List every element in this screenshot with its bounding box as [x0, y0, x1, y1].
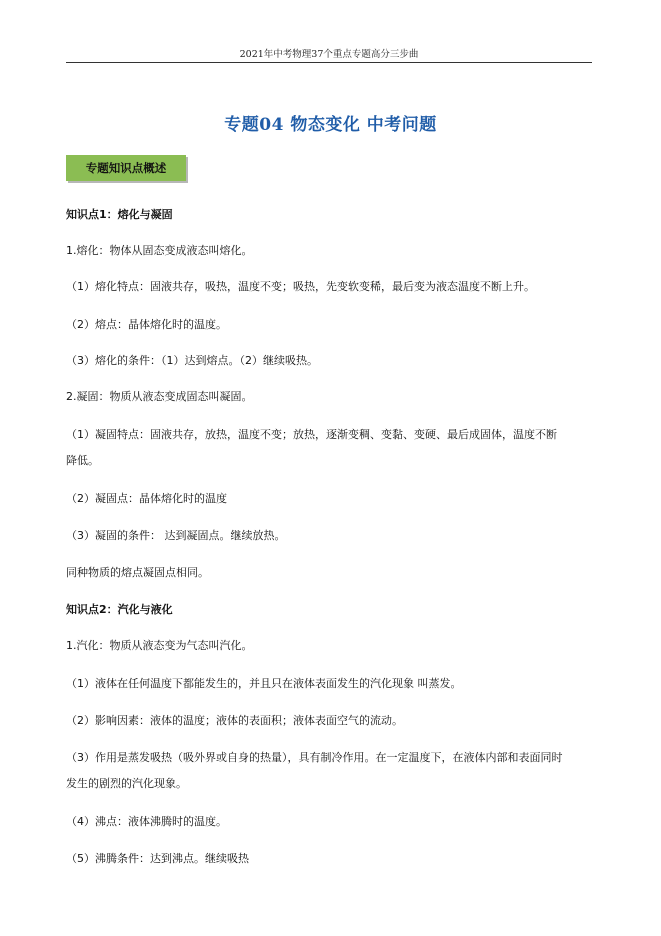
paragraph-evaporation-effect: （3）作用是蒸发吸热（吸外界或自身的热量），具有制冷作用。在一定温度下，在液体内部和表面同时 [66, 751, 563, 764]
paragraph-vaporization-definition: 1.汽化：物质从液态变为气态叫汽化。 [66, 639, 253, 652]
paragraph-boiling-point: （4）沸点：液体沸腾时的温度。 [66, 815, 227, 828]
knowledge-point-2-heading: 知识点2：汽化与液化 [66, 603, 173, 616]
document-title: 专题04 物态变化 中考问题 [224, 115, 437, 135]
header-divider [66, 62, 592, 63]
paragraph-same-substance-note: 同种物质的熔点凝固点相同。 [66, 566, 209, 579]
page-header: 2021年中考物理37个重点专题高分三步曲 [239, 49, 419, 60]
paragraph-melting-point: （2）熔点：晶体熔化时的温度。 [66, 318, 227, 331]
paragraph-evaporation: （1）液体在任何温度下都能发生的，并且只在液体表面发生的汽化现象 叫蒸发。 [66, 677, 462, 690]
paragraph-solidification-features: （1）凝固特点：固液共存，放热，温度不变；放热，逐渐变稠、变黏、变硬、最后成固体，温度不断 [66, 428, 557, 441]
paragraph-melting-definition: 1.熔化：物体从固态变成液态叫熔化。 [66, 244, 253, 257]
paragraph-solidification-conditions: （3）凝固的条件： 达到凝固点。继续放热。 [66, 529, 286, 542]
paragraph-freezing-point: （2）凝固点：晶体熔化时的温度 [66, 492, 227, 505]
paragraph-evaporation-factors: （2）影响因素：液体的温度；液体的表面积；液体表面空气的流动。 [66, 714, 403, 727]
section-badge: 专题知识点概述 [66, 155, 186, 181]
paragraph-solidification-features-cont: 降低。 [66, 454, 99, 467]
paragraph-melting-conditions: （3）熔化的条件：（1）达到熔点。（2）继续吸热。 [66, 354, 318, 367]
paragraph-melting-features: （1）熔化特点：固液共存，吸热，温度不变；吸热，先变软变稀，最后变为液态温度不断上升。 [66, 280, 535, 293]
paragraph-boiling-conditions: （5）沸腾条件：达到沸点。继续吸热 [66, 852, 249, 865]
knowledge-point-1-heading: 知识点1：熔化与凝固 [66, 208, 173, 221]
paragraph-solidification-definition: 2.凝固：物质从液态变成固态叫凝固。 [66, 390, 253, 403]
paragraph-evaporation-effect-cont: 发生的剧烈的汽化现象。 [66, 777, 187, 790]
